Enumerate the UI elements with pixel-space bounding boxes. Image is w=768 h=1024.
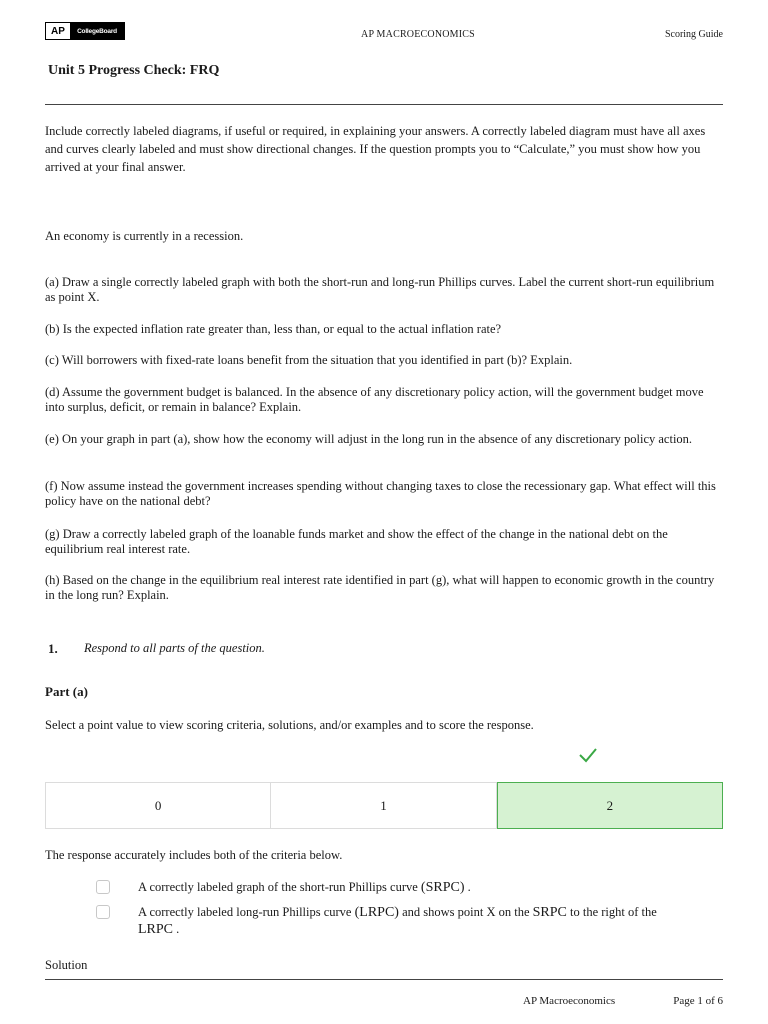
- question-number: 1.: [48, 641, 58, 656]
- solution-label: Solution: [45, 958, 88, 972]
- criteria-2-label-3: to the right of the: [566, 905, 657, 919]
- footer-course: AP Macroeconomics: [523, 995, 616, 1007]
- logo-collegeboard-text: CollegeBoard: [70, 23, 124, 39]
- score-option-0[interactable]: 0: [45, 782, 271, 829]
- criteria-1-end: .: [464, 880, 471, 894]
- criteria-2-text: [138, 904, 728, 938]
- criteria-2-label-1: A correctly labeled long-run Phillips curve: [138, 905, 352, 919]
- criteria-2-label-2: and shows point X on the: [398, 905, 533, 919]
- srpc-term-2: SRPC: [532, 905, 567, 920]
- part-c-prompt: (c) Will borrowers with fixed-rate loans benefit from the situation that you identified in part (b)? Explain.: [45, 353, 573, 367]
- criteria-2-end: .: [173, 922, 180, 936]
- checkmark-icon: [578, 745, 598, 765]
- part-e-prompt: (e) On your graph in part (a), show how the economy will adjust in the long run in the absence of any discretionary policy action.: [45, 432, 693, 446]
- score-selector: [45, 782, 723, 829]
- part-a-prompt: (a) Draw a single correctly labeled graph with both the short-run and long-run Phillips curves. Label the current short-run equilibrium as point X.: [45, 275, 715, 304]
- prompt-text: An economy is currently in a recession.: [45, 229, 244, 243]
- header-doc-type: Scoring Guide: [664, 29, 723, 40]
- lrpc-term: (LRPC): [354, 905, 399, 920]
- criteria-1-checkbox[interactable]: [96, 880, 110, 894]
- logo-ap-text: AP: [46, 23, 70, 39]
- question-text: Respond to all parts of the question.: [84, 641, 265, 655]
- criteria-2-checkbox[interactable]: [96, 905, 110, 919]
- score-option-1[interactable]: 1: [271, 782, 496, 829]
- header-course: AP MACROECONOMICS: [361, 29, 475, 40]
- instructions-text: Include correctly labeled diagrams, if useful or required, in explaining your answers. A correctly labeled diagram must have all axes and curves clearly labeled and must show directional changes. If the question prompts you to “Calculate,” you must show how you arrived at your final answer.: [45, 124, 706, 174]
- lrpc-term-2: LRPC: [138, 922, 174, 937]
- part-g-prompt: (g) Draw a correctly labeled graph of the loanable funds market and show the effect of the change in the national debt on the equilibrium real interest rate.: [45, 527, 668, 556]
- part-d-prompt: (d) Assume the government budget is balanced. In the absence of any discretionary policy action, will the government budget move into surplus, deficit, or remain in balance? Explain.: [45, 385, 704, 414]
- criteria-1-text: [138, 879, 728, 896]
- footer-divider: [45, 979, 723, 980]
- title-divider: [45, 104, 723, 105]
- part-h-prompt: (h) Based on the change in the equilibrium real interest rate identified in part (g), what will happen to economic growth in the country in the long run? Explain.: [45, 573, 715, 602]
- srpc-term: (SRPC): [420, 880, 465, 895]
- page-title: Unit 5 Progress Check: FRQ: [48, 63, 220, 78]
- footer-page-number: Page 1 of 6: [673, 995, 723, 1007]
- criteria-1-label: A correctly labeled graph of the short-run Phillips curve: [138, 880, 418, 894]
- score-instruction: Select a point value to view scoring criteria, solutions, and/or examples and to score the response.: [45, 718, 534, 732]
- criteria-intro: The response accurately includes both of the criteria below.: [45, 848, 343, 862]
- score-option-2[interactable]: 2: [497, 782, 723, 829]
- part-a-heading: Part (a): [45, 684, 88, 699]
- part-f-prompt: (f) Now assume instead the government increases spending without changing taxes to close the recessionary gap. What effect will this policy have on the national debt?: [45, 479, 716, 508]
- part-b-prompt: (b) Is the expected inflation rate greater than, less than, or equal to the actual inflation rate?: [45, 322, 502, 336]
